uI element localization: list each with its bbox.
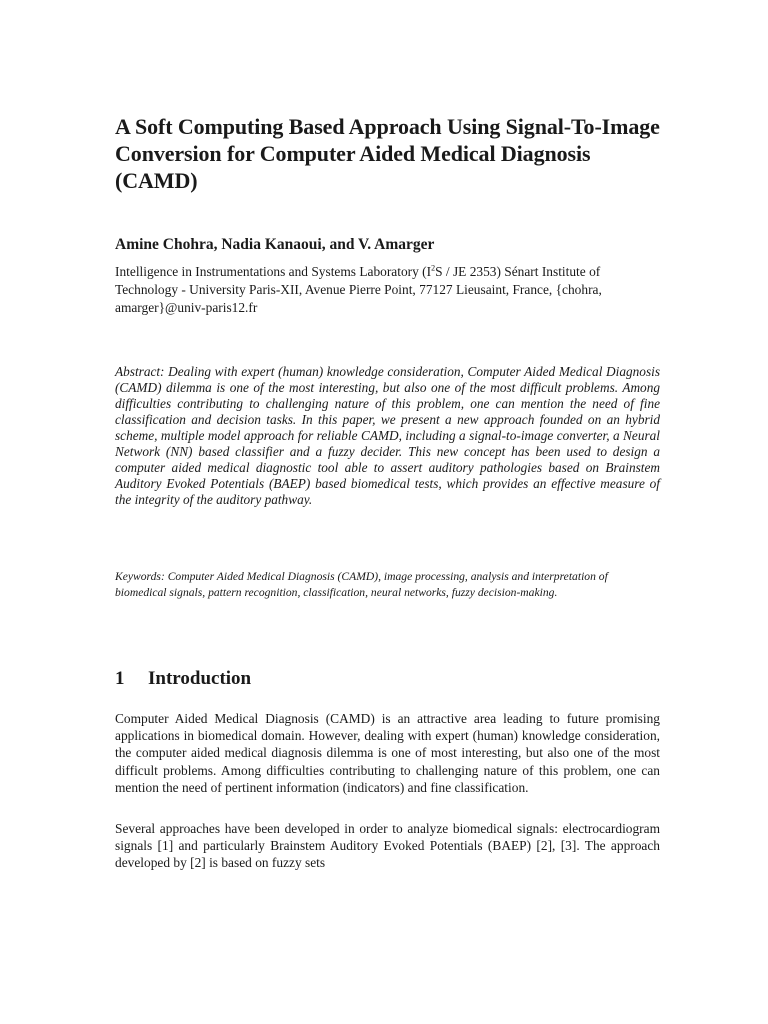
affiliation-text-start: Intelligence in Instrumentations and Systems Laboratory (I [115, 264, 432, 279]
section-heading-introduction [115, 667, 251, 691]
abstract: Abstract: Dealing with expert (human) knowledge consideration, Computer Aided Medical Diagnosis (CAMD) dilemma is one of the most interesting, but also one of the most difficult problems. Among difficulties contributing to challenging nature of this problem, one can mention the need of fine classification and decision tasks. In this paper, we present a new approach founded on an hybrid scheme, multiple model approach for reliable CAMD, including a signal-to-image converter, a Neural Network (NN) based classifier and a fuzzy decider. This new concept has been used to design a computer aided medical diagnostic tool able to assert auditory pathologies based on Brainstem Auditory Evoked Potentials (BAEP) based biomedical tests, which provides an effective measure of the integrity of the auditory pathway. [115, 364, 660, 507]
body-paragraph: Several approaches have been developed in order to analyze biomedical signals: electrocardiogram signals [1] and particularly Brainstem Auditory Evoked Potentials (BAEP) [2], [3]. The approach developed by [2] is based on fuzzy sets [115, 821, 660, 871]
affiliation-text-end: S / JE 2353) Sénart Institute of Technology - University Paris-XII, Avenue Pierre Point, 77127 Lieusaint, France, {chohra, amarger}@univ-paris12.fr [115, 264, 602, 315]
section-number: 1 [115, 668, 125, 689]
author-list: Amine Chohra, Nadia Kanaoui, and V. Amarger [115, 236, 435, 253]
paper-title: A Soft Computing Based Approach Using Signal-To-Image Conversion for Computer Aided Medical Diagnosis (CAMD) [115, 114, 660, 193]
author-affiliation [115, 263, 615, 317]
body-paragraph: Computer Aided Medical Diagnosis (CAMD) is an attractive area leading to future promising applications in biomedical domain. However, dealing with expert (human) knowledge consideration, the computer aided medical diagnosis dilemma is one of most interesting, but also one of the most difficult problems. Among difficulties contributing to challenging nature of this problem, one can mention the need of pertinent information (indicators) and fine classification. [115, 711, 660, 795]
affiliation-superscript: 2 [431, 263, 436, 273]
section-title: Introduction [148, 668, 252, 689]
keywords: Keywords: Computer Aided Medical Diagnosis (CAMD), image processing, analysis and interpretation of biomedical signals, pattern recognition, classification, neural networks, fuzzy decision-making. [115, 570, 608, 599]
